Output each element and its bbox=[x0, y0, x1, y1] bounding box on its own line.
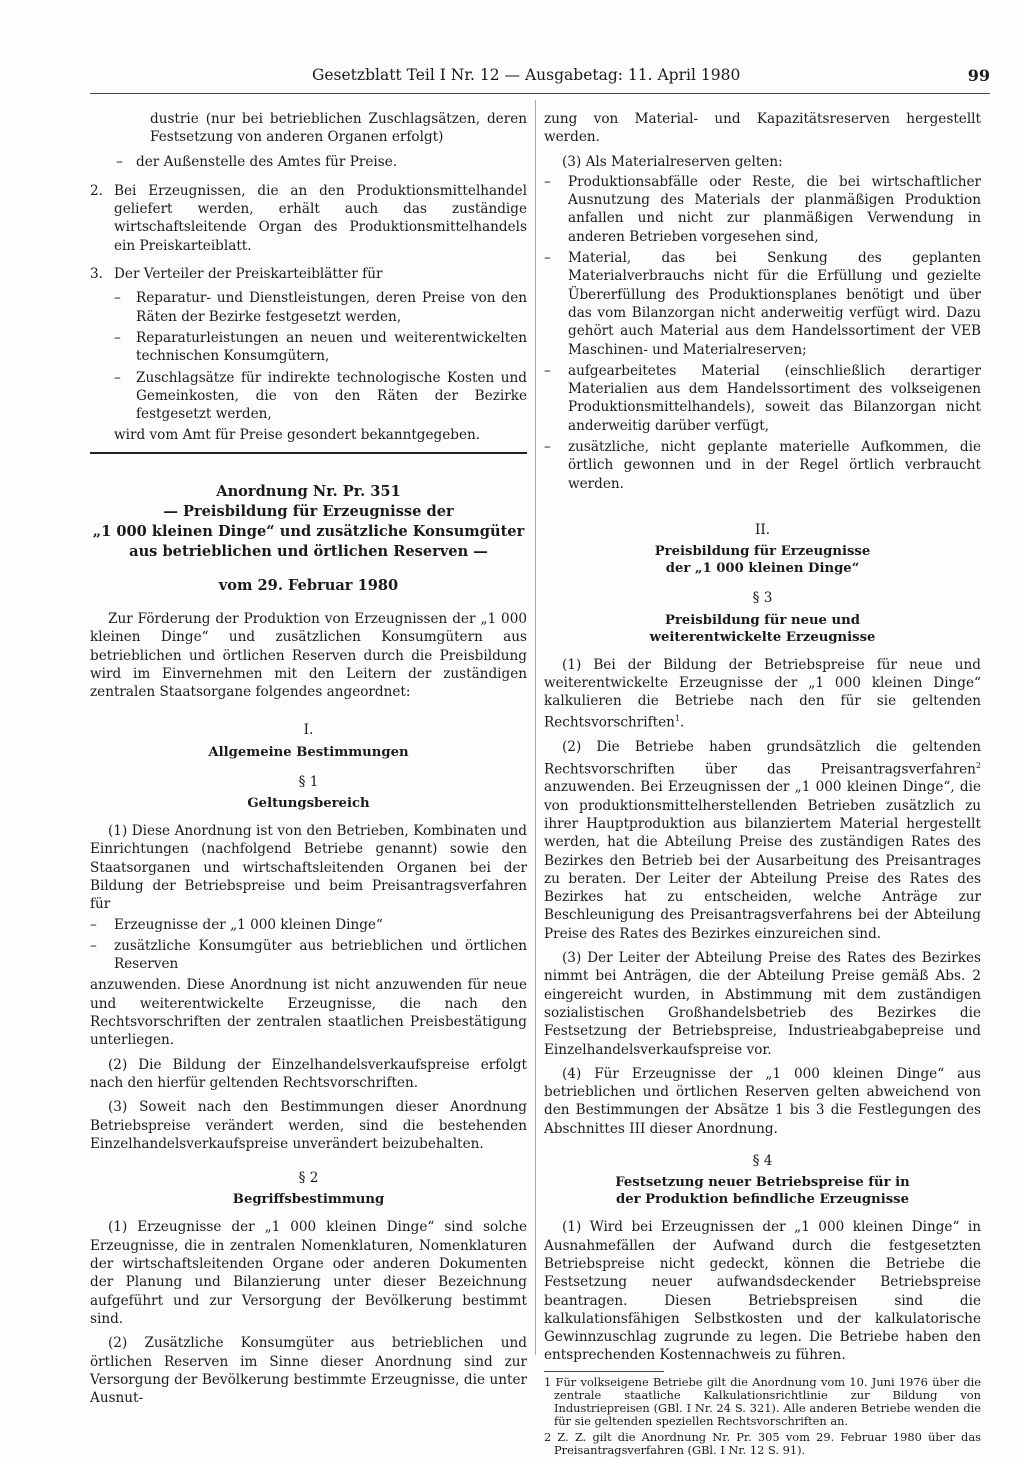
continued-text: dustrie (nur bei betrieblichen Zuschlagsätzen, deren Festsetzung von anderen Organen erfolgt) bbox=[150, 111, 527, 146]
dash-item: – Erzeugnisse der „1 000 kleinen Dinge“ bbox=[90, 916, 383, 933]
footnote-ref: 2 bbox=[975, 760, 981, 770]
header-rule bbox=[90, 93, 990, 94]
dash-item: – zusätzliche, nicht geplante materielle Aufkommen, die örtlich gewonnen und in der Regel örtlich verbraucht werden. bbox=[544, 439, 981, 492]
paragraph-text: (2) Zusätzliche Konsumgüter aus betrieblichen und örtlichen Reserven im Sinne dieser Anordnung sind zur Versorgung der Bevölkerung bestimmte Erzeugnisse, die unter Ausnut- bbox=[90, 1335, 527, 1407]
dash-item-text: Material, das bei Senkung des geplanten Materialverbrauchs nicht für die Erfüllung und gezielte Übererfüllung des Produktionsplanes benötigt und über das vom Bilanzorgan nicht anderweitig verfügt wird. Dazu gehört auch Material aus dem Handelssortiment der VEB Maschinen- und Materialreserven; bbox=[568, 250, 981, 358]
continued-text: zung von Material- und Kapazitätsreserven hergestellt werden. bbox=[544, 111, 981, 146]
paragraph-symbol: § 1 bbox=[298, 773, 319, 790]
item-number: 3. bbox=[90, 266, 103, 283]
paragraph-title: Festsetzung neuer Betriebspreise für in bbox=[615, 1175, 910, 1191]
preamble: Zur Förderung der Produktion von Erzeugnissen der „1 000 kleinen Dinge“ und zusätzlichen Konsumgütern aus betrieblichen und örtlichen Reserven durch die Preisbildung wird im Einvernehmen mit den Leitern der zuständigen zentralen Staatsorgane folgendes angeordnet: bbox=[90, 611, 527, 701]
paragraph-title: Geltungsbereich bbox=[247, 796, 370, 812]
dash-item-text: Produktionsabfälle oder Reste, die bei wirtschaftlicher Ausnutzung des Materials der planmäßigen Produktion anfallen und nicht zur planmäßigen Verwendung in anderen Betrieben vorgesehen sind, bbox=[568, 173, 981, 245]
item-3-end: wird vom Amt für Preise gesondert bekanntgegeben. bbox=[114, 427, 481, 444]
ordinance-date: vom 29. Februar 1980 bbox=[218, 577, 399, 594]
dash-item: – Material, das bei Senkung des geplanten Materialverbrauchs nicht für die Erfüllung und gezielte Übererfüllung des Produktionsplanes benötigt und über das vom Bilanzorgan nicht anderweitig verfügt wird. Dazu gehört auch Material aus dem Handelssortiment der VEB Maschinen- und Materialreserven; bbox=[544, 250, 981, 358]
dash-item: – Reparatur- und Dienstleistungen, deren Preise von den Räten der Bezirke festgesetzt werden, bbox=[114, 290, 527, 325]
section-number: II. bbox=[754, 521, 771, 538]
page-number: 99 bbox=[967, 66, 990, 85]
left-column-ordinance bbox=[90, 482, 527, 1413]
paragraph-title: Begriffsbestimmung bbox=[232, 1192, 385, 1208]
ordinance-subtitle-3: aus betrieblichen und örtlichen Reserven — bbox=[129, 543, 488, 560]
section-title: der „1 000 kleinen Dinge“ bbox=[665, 561, 860, 577]
dash-item: – Zuschlagsätze für indirekte technologische Kosten und Gemeinkosten, die von den Räten der Bezirke festgesetzt werden, bbox=[114, 369, 527, 423]
item-text: Der Verteiler der Preiskarteiblätter für bbox=[114, 266, 383, 283]
dash-item-text: der Außenstelle des Amtes für Preise. bbox=[136, 153, 398, 170]
paragraph-title: Preisbildung für neue und bbox=[665, 612, 860, 628]
dash-item: – aufgearbeitetes Material (einschließlich derartiger Materialien aus dem Handelssortiment des volkseigenen Produktionsmittelhandels), soweit das Bilanzorgan nicht anderweitig darüber verfügt, bbox=[544, 362, 981, 434]
section-rule bbox=[90, 452, 527, 454]
ordinance-title: Anordnung Nr. Pr. 351 bbox=[216, 483, 401, 500]
paragraph-text: anzuwenden. Diese Anordnung ist nicht anzuwenden für neue und weiterentwickelte Erzeugnisse, die nach den Rechtsvorschriften der zentralen staatlichen Preisbestätigung unterliegen. bbox=[90, 977, 527, 1049]
item-text: Bei Erzeugnissen, die an den Produktionsmittelhandel geliefert werden, erhält auch das zuständige wirtschaftsleitende Organ des Produktionsmittelhandels ein Preiskarteiblatt. bbox=[114, 182, 527, 254]
footnote-ref: 1 bbox=[674, 714, 681, 724]
dash-item: – zusätzliche Konsumgüter aus betrieblichen und örtlichen Reserven bbox=[90, 937, 527, 973]
dash-item: – Reparaturleistungen an neuen und weiterentwickelten technischen Konsumgütern, bbox=[114, 329, 527, 365]
paragraph-text: (3) Der Leiter der Abteilung Preise des Rates des Bezirkes nimmt bei Anträgen, die der Abteilung Preise gemäß Abs. 2 eingereicht wurden, in Abstimmung mit dem zuständigen sozialistischen Großhandelsbetrieb des Bezirkes die Festsetzung der Betriebspreise, Industrieabgabepreise und Einzelhandelsverkaufspreise vor. bbox=[544, 950, 981, 1058]
footnote-rule bbox=[544, 1371, 664, 1372]
section-number: I. bbox=[303, 722, 314, 739]
dash-item: – der Außenstelle des Amtes für Preise. bbox=[116, 153, 398, 170]
paragraph-symbol: § 4 bbox=[752, 1153, 773, 1170]
header-title: Gesetzblatt Teil I Nr. 12 — Ausgabetag: 11. April 1980 bbox=[312, 66, 741, 84]
paragraph-text: (2) Die Betriebe haben grundsätzlich die geltenden Rechtsvorschriften über das Preisantragsverfahren$^2$ anzuwenden. Bei Erzeugnissen der „1 000 kleinen Dinge“, die von produktionsmittelherstellenden Betrieben zusätzlich zu ihrer Hauptproduktion aus bilanziertem Material hergestellt werden, hat die Abteilung Preise des zuständigen Rates des Bezirkes den Betrieb bei der Ausarbeitung des Preisantrages zu beraten. Der Leiter der Abteilung Preise des Rates des Bezirkes hat zu entscheiden, welche Anträge zur Beschleunigung des Preisantragsverfahrens bei der Abteilung Preise des Rates des Bezirkes einzureichen sind. bbox=[544, 739, 981, 942]
paragraph-title: weiterentwickelte Erzeugnisse bbox=[649, 629, 876, 645]
paragraph-text: (3) Soweit nach den Bestimmungen dieser Anordnung Betriebspreise verändert werden, sind die bestehenden Einzelhandelsverkaufspreise unverändert beizubehalten. bbox=[90, 1099, 527, 1152]
paragraph-symbol: § 3 bbox=[752, 590, 773, 607]
paragraph-text: (4) Für Erzeugnisse der „1 000 kleinen Dinge“ aus betrieblichen und örtlichen Reserven gelten abweichend von den Bestimmungen der Absätze 1 bis 3 die Festlegungen des Abschnittes III dieser Anordnung. bbox=[544, 1065, 981, 1137]
numbered-item-2 bbox=[90, 182, 527, 255]
paragraph-symbol: § 2 bbox=[298, 1170, 319, 1187]
dash-item-text: zusätzliche, nicht geplante materielle Aufkommen, die örtlich gewonnen und in der Regel örtlich verbraucht werden. bbox=[568, 439, 981, 492]
dash-item-text: zusätzliche Konsumgüter aus betrieblichen und örtlichen Reserven bbox=[114, 937, 527, 973]
column-divider bbox=[535, 100, 536, 1355]
section-title: Allgemeine Bestimmungen bbox=[208, 744, 409, 760]
item-number: 2. bbox=[90, 182, 103, 199]
paragraph-text: (2) Die Bildung der Einzelhandelsverkaufspreise erfolgt nach den hierfür geltenden Rechtsvorschriften. bbox=[90, 1056, 527, 1091]
dash-item-text: Reparatur- und Dienstleistungen, deren Preise von den Räten der Bezirke festgesetzt werden, bbox=[136, 290, 527, 325]
right-column bbox=[544, 110, 981, 1459]
ordinance-subtitle-2: „1 000 kleinen Dinge“ und zusätzliche Konsumgüter bbox=[92, 523, 525, 540]
dash-item-text: Reparaturleistungen an neuen und weiterentwickelten technischen Konsumgütern, bbox=[136, 329, 527, 365]
dash-item-text: Zuschlagsätze für indirekte technologische Kosten und Gemeinkosten, die von den Räten der Bezirke festgesetzt werden, bbox=[136, 369, 527, 423]
section-title: Preisbildung für Erzeugnisse bbox=[654, 544, 871, 560]
dash-item-text: Erzeugnisse der „1 000 kleinen Dinge“ bbox=[114, 916, 383, 933]
paragraph-text: (1) Diese Anordnung ist von den Betrieben, Kombinaten und Einrichtungen (nachfolgend Betriebe genannt) sowie den Staatsorganen und wirtschaftsleitenden Organen bei der Bildung der Betriebspreise und beim Preisantragsverfahren für bbox=[90, 823, 527, 913]
numbered-item-3 bbox=[90, 265, 527, 283]
page-header bbox=[90, 66, 990, 92]
footnote-2: 2 Z. Z. gilt die Anordnung Nr. Pr. 305 vom 29. Februar 1980 über das Preisantragsverfahren (GBl. I Nr. 12 S. 91). bbox=[544, 1429, 981, 1457]
paragraph-title: der Produktion befindliche Erzeugnisse bbox=[616, 1192, 909, 1208]
paragraph-text: (1) Bei der Bildung der Betriebspreise für neue und weiterentwickelte Erzeugnisse der „1 000 kleinen Dinge“ kalkulieren die Betriebe nach den für sie geltenden Rechtsvorschriften$^1$. bbox=[544, 656, 981, 731]
paragraph-text: (1) Erzeugnisse der „1 000 kleinen Dinge“ sind solche Erzeugnisse, die in zentralen Nomenklaturen, Nomenklaturen der wirtschaftsleitenden Organe oder anderen Dokumenten der Planung und Bilanzierung unter dieser Bezeichnung aufgeführt und zur Versorgung der Bevölkerung bestimmt sind. bbox=[90, 1219, 527, 1327]
footnote-1: 1 Für volkseigene Betriebe gilt die Anordnung vom 10. Juni 1976 über die zentrale staatliche Kalkulationsrichtlinie zur Bildung von Industriepreisen (GBl. I Nr. 24 S. 321). Alle anderen Betriebe wenden die für sie geltenden speziellen Rechtsvorschriften an. bbox=[544, 1374, 981, 1429]
dash-item: – Produktionsabfälle oder Reste, die bei wirtschaftlicher Ausnutzung des Materials der planmäßigen Produktion anfallen und nicht zur planmäßigen Verwendung in anderen Betrieben vorgesehen sind, bbox=[544, 173, 981, 245]
paragraph-text: (3) Als Materialreserven gelten: bbox=[562, 153, 783, 170]
left-column bbox=[90, 110, 527, 451]
ordinance-subtitle-1: — Preisbildung für Erzeugnisse der bbox=[163, 503, 454, 520]
dash-item-text: aufgearbeitetes Material (einschließlich derartiger Materialien aus dem Handelssortiment des volkseigenen Produktionsmittelhandels), soweit das Bilanzorgan nicht anderweitig darüber verfügt, bbox=[568, 362, 981, 434]
paragraph-text: (1) Wird bei Erzeugnissen der „1 000 kleinen Dinge“ in Ausnahmefällen der Aufwand durch die festgesetzten Betriebspreise nicht gedeckt, können die Betriebe die Festsetzung neuer aufwandsdeckender Betriebspreise beantragen. Diesen Betriebspreisen sind die kalkulationsfähigen Selbstkosten und der kalkulatorische Gewinnzuschlag zugrunde zu legen. Die Betriebe haben den entsprechenden Kostennachweis zu führen. bbox=[544, 1219, 981, 1364]
